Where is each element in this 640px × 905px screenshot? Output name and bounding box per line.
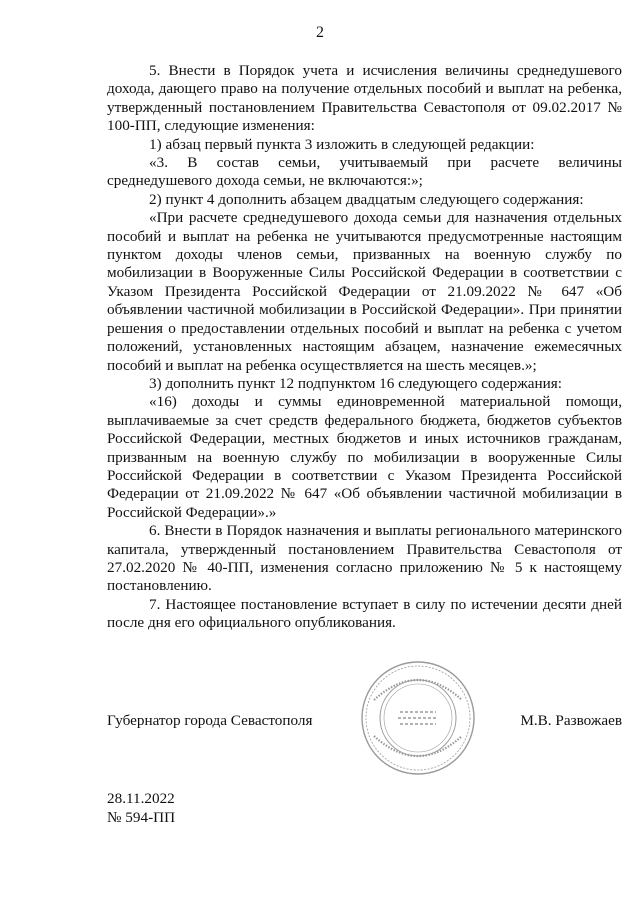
paragraph-quote-3: «3. В состав семьи, учитываемый при расчете величины среднедушевого дохода семьи, не включаются:»; [107,154,622,190]
paragraph-subitem-3: 3) дополнить пункт 12 подпунктом 16 следующего содержания: [149,374,562,392]
paragraph-subitem-1: 1) абзац первый пункта 3 изложить в следующей редакции: [149,135,535,153]
signatory-name: М.В. Развожаев [520,712,622,729]
document-body [107,62,622,633]
paragraph-subitem-2: 2) пункт 4 дополнить абзацем двадцатым следующего содержания: [149,190,584,208]
paragraph-quote-income: «При расчете среднедушевого дохода семьи для назначения отдельных пособий и выплат на ребенка не учитываются предусмотренные настоящим пунктом доходы членов семьи, призванных на военную службу по мобилизации в Вооруженные Силы Российской Федерации в соответствии с Указом Президента Российской Федерации от 21.09.2022 № 647 «Об объявлении частичной мобилизации в Российской Федерации». При принятии решения о предоставлении отдельных пособий и выплат на ребенка с учетом положений, установленных настоящим абзацем, назначение ежемесячных пособий и выплат на ребенка осуществляется на шесть месяцев.»; [107,209,622,374]
document-number: № 594-ПП [107,809,176,826]
paragraph-item-7: 7. Настоящее постановление вступает в силу по истечении десяти дней после дня его официального опубликования. [107,595,622,632]
paragraph-quote-16: «16) доходы и суммы единовременной материальной помощи, выплачиваемые за счет средств федерального бюджета, бюджетов субъектов Российской Федерации, местных бюджетов и иных источников гражданам, призванным на военную службу по мобилизации в вооруженные Силы Российской Федерации в соответствии с Указом Президента Российской Федерации от 21.09.2022 № 647 «Об объявлении частичной мобилизации в Российской Федерации».» [107,393,622,521]
page-number: 2 [316,24,324,41]
document-date: 28.11.2022 [107,790,175,807]
paragraph-item-5: 5. Внести в Порядок учета и исчисления величины среднедушевого дохода, дающего право на получение отдельных пособий и выплат на ребенка, утвержденный постановлением Правительства Севастополя от 09.02.2017 № 100-ПП, следующие изменения: [107,62,622,135]
signatory-title: Губернатор города Севастополя [107,712,313,729]
signature-block [107,712,622,732]
paragraph-item-6: 6. Внести в Порядок назначения и выплаты регионального материнского капитала, утвержденный постановлением Правительства Севастополя от 27.02.2020 № 40-ПП, изменения согласно приложению № 5 к настоящему постановлению. [107,522,622,595]
